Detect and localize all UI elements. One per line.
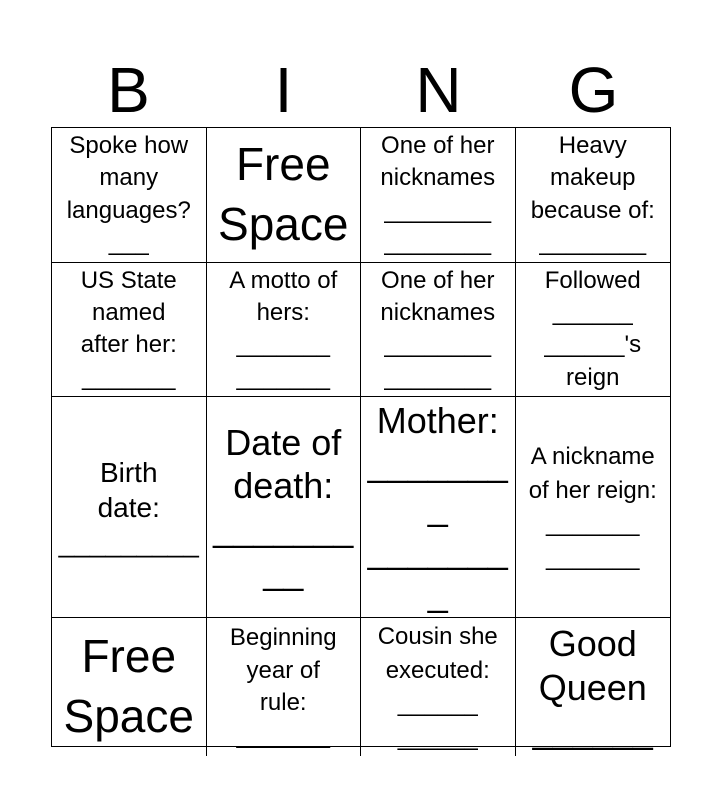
bingo-cell-text: Spoke how many languages? ___ [66,132,191,257]
bingo-cell-text: A nickname of her reign: _______ _______ [528,442,657,571]
header-letter-g: G [568,54,619,126]
header-letter-i: I [274,54,293,126]
bingo-cell-1-1[interactable] [52,128,207,263]
bingo-header [51,52,671,128]
bingo-cell-3-2[interactable] [207,397,362,618]
bingo-grid [51,127,671,751]
bingo-cell-1-2[interactable] [207,128,362,263]
bingo-cell-2-3[interactable] [361,263,516,398]
bingo-cell-text: US State named after her: _______ [80,266,177,391]
bingo-cell-2-4[interactable] [516,263,671,398]
bingo-cell-text: One of her nicknames ________ ________ [380,266,496,391]
bingo-cell-text: Birth date: _________ [58,456,199,558]
bingo-cell-2-2[interactable] [207,263,362,398]
bingo-cell-2-1[interactable] [52,263,207,398]
bingo-cell-1-3[interactable] [361,128,516,263]
bingo-cell-text: Mother: ________ ________ [367,400,508,614]
bingo-cell-text: Free Space [218,137,349,250]
header-letter-b: B [107,54,150,126]
bingo-cell-text: Good Queen ______ [532,623,653,751]
bingo-cell-3-1[interactable] [52,397,207,618]
bingo-cell-text: Date of death: _________ [213,421,354,593]
bingo-cell-3-3[interactable] [361,397,516,618]
bingo-cell-4-4[interactable] [516,618,671,756]
header-letter-n: N [415,54,462,126]
bingo-cell-text: One of her nicknames ________ ________ [380,132,496,257]
bingo-cell-1-4[interactable] [516,128,671,263]
bingo-cell-4-1[interactable] [52,618,207,756]
bingo-cell-text: Followed ______ ______'s reign [544,266,642,391]
bingo-cell-text: Beginning year of rule: _______ [229,624,337,749]
bingo-cell-text: Cousin she executed: ______ ______ [377,623,498,751]
bingo-cell-text: Heavy makeup because of: ________ [530,132,655,257]
bingo-cell-4-3[interactable] [361,618,516,756]
bingo-cell-text: A motto of hers: _______ _______ [229,266,338,391]
bingo-cell-3-4[interactable] [516,397,671,618]
bingo-cell-4-2[interactable] [207,618,362,756]
bingo-cell-text: Free Space [63,630,194,743]
